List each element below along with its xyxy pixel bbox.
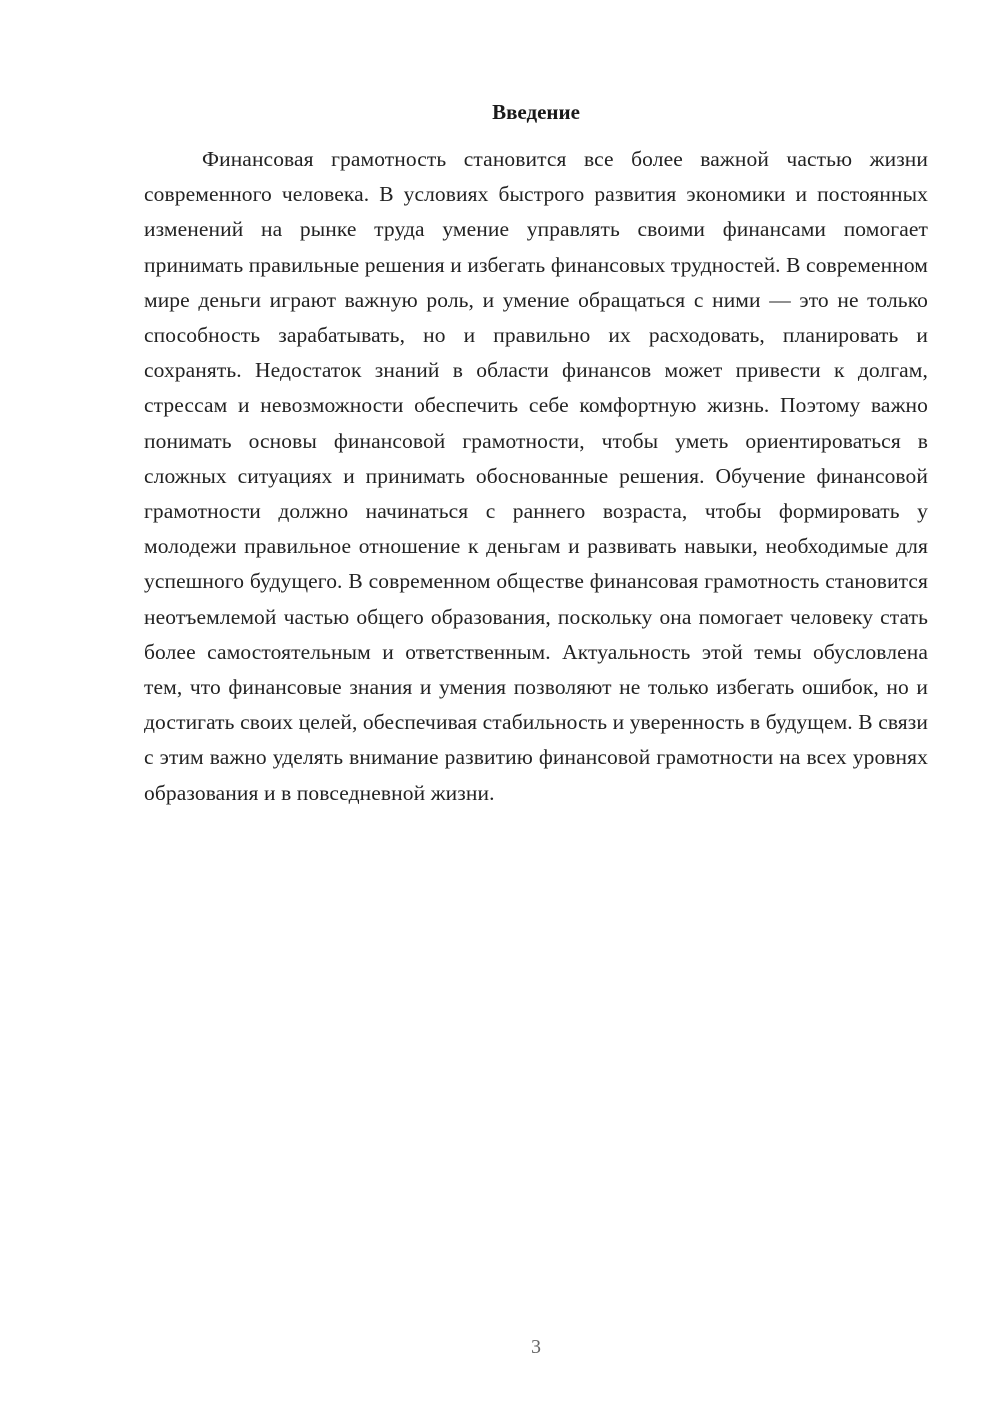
body-paragraph: Финансовая грамотность становится все более важной частью жизни современного человека. В условиях быстрого развития экономики и постоянных изменений на рынке труда умение управлять своими финансами помогает принимать правильные решения и избегать финансовых трудностей. В современном мире деньги играют важную роль, и умение обращаться с ними — это не только способность зарабатывать, но и правильно их расходовать, планировать и сохранять. Недостаток знаний в области финансов может привести к долгам, стрессам и невозможности обеспечить себе комфортную жизнь. Поэтому важно понимать основы финансовой грамотности, чтобы уметь ориентироваться в сложных ситуациях и принимать обоснованные решения. Обучение финансовой грамотности должно начинаться с раннего возраста, чтобы формировать у молодежи правильное отношение к деньгам и развивать навыки, необходимые для успешного будущего. В современном обществе финансовая грамотность становится неотъемлемой частью общего образования, поскольку она помогает человеку стать более самостоятельным и ответственным. Актуальность этой темы обусловлена тем, что финансовые знания и умения позволяют не только избегать ошибок, но и достигать своих целей, обеспечивая стабильность и уверенность в будущем. В связи с этим важно уделять внимание развитию финансовой грамотности на всех уровнях образования и в повседневной жизни. [144, 147, 928, 805]
section-heading: Введение [492, 100, 580, 124]
page-number: 3 [531, 1336, 541, 1358]
